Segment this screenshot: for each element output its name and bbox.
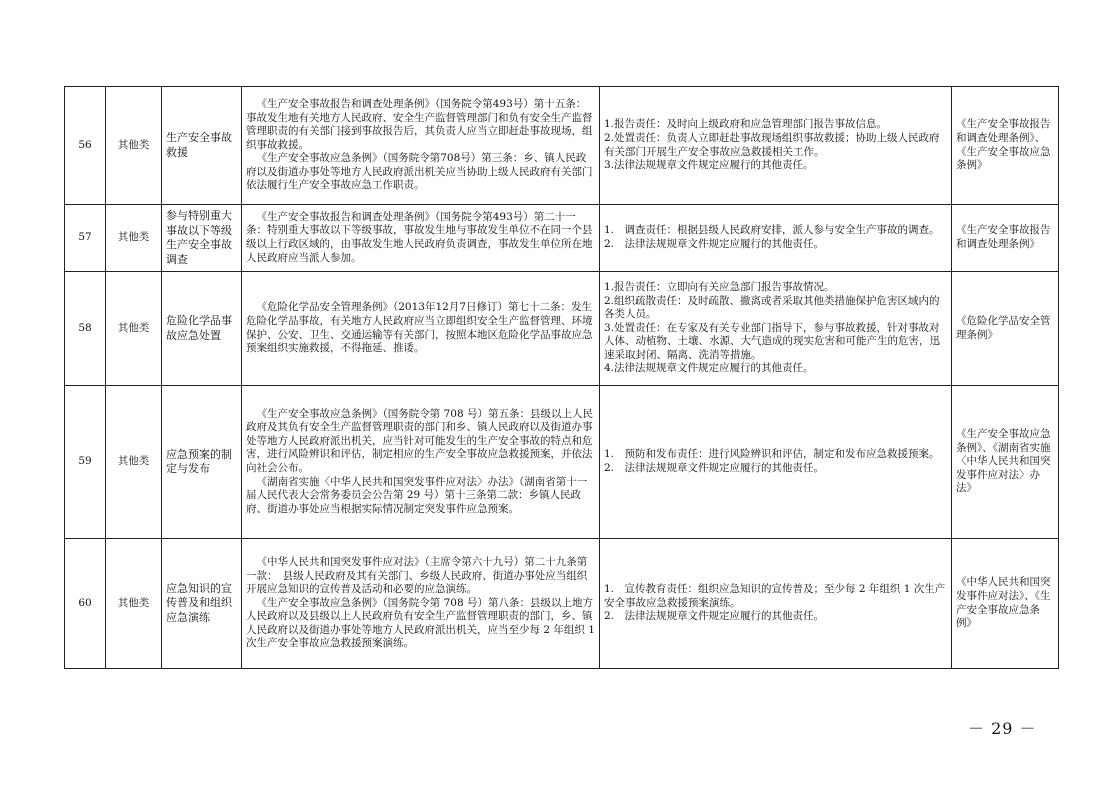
row-legal-basis: [242, 205, 600, 272]
row-number: 56: [65, 87, 106, 205]
duty-line: 2. 法律法规规章文件规定应履行的其他责任。: [604, 462, 825, 474]
basis-paragraph: 《生产安全事故应急条例》（国务院令第 708 号）第八条：县级以上地方人民政府以及县级以上人民政府负有安全生产监督管理职责的部门，乡、镇人民政府以及街道办事处等地方人民政府派出机关，应当至少每 2 年组织 1 次生产安全事故应急救援预案演练。: [246, 596, 595, 650]
row-category: 其他类: [106, 386, 162, 539]
row-number: 59: [65, 386, 106, 539]
row-number: 60: [65, 539, 106, 669]
duty-line: 2.组织疏散责任：及时疏散、撤离或者采取其他类措施保护危害区域内的各类人员。: [604, 294, 940, 321]
row-category: 其他类: [106, 87, 162, 205]
row-item-name: 危险化学品事故应急处置: [162, 272, 242, 386]
duty-line: 2. 法律法规规章文件规定应履行的其他责任。: [604, 238, 825, 250]
row-item-name: 参与特别重大事故以下等级生产安全事故调查: [162, 205, 242, 272]
basis-paragraph: 《湖南省实施〈中华人民共和国突发事件应对法〉办法》（湖南省第十一届人民代表大会常务委员会公告第 29 号）第十三条第二款：乡镇人民政府、街道办事处应当根据实际情况制定突发事件应急预案。: [246, 475, 588, 515]
duty-table: [64, 86, 1059, 669]
table-row: [65, 272, 1059, 386]
row-number: 58: [65, 272, 106, 386]
row-category: 其他类: [106, 272, 162, 386]
row-source: 《中华人民共和国突发事件应对法》、《生产安全事故应急条例》: [952, 539, 1059, 669]
row-source: 《生产安全事故应急条例》、《湖南省实施〈中华人民共和国突发事件应对法〉办法》: [952, 386, 1059, 539]
basis-paragraph: 《中华人民共和国突发事件应对法》（主席令第六十九号）第二十九条第一款： 县级人民政府及其有关部门、乡级人民政府、街道办事处应当组织开展应急知识的宣传普及活动和必要的应急演练。: [246, 555, 588, 596]
duty-line: 3.法律法规规章文件规定应履行的其他责任。: [604, 159, 814, 172]
row-duties: [600, 386, 952, 539]
page-number: － 29 －: [968, 719, 1037, 738]
row-legal-basis: [242, 386, 600, 539]
duty-line: 1. 调查责任：根据县级人民政府安排，派人参与安全生产事故的调查。: [604, 224, 940, 237]
row-legal-basis: [242, 539, 600, 669]
row-category: 其他类: [106, 539, 162, 669]
duty-line: 1.报告责任：及时向上级政府和应急管理部门报告事故信息。: [604, 118, 888, 131]
table-row: [65, 87, 1059, 205]
table-row: [65, 205, 1059, 272]
row-legal-basis: [242, 272, 600, 386]
row-item-name: 生产安全事故救援: [162, 87, 242, 205]
row-source: 《生产安全事故报告和调查处理条例》、《生产安全事故应急条例》: [952, 87, 1059, 205]
row-item-name: 应急预案的制定与发布: [162, 386, 242, 539]
row-legal-basis: [242, 87, 600, 205]
duty-line: 2.处置责任：负责人立即赶赴事故现场组织事故救援；协助上级人民政府有关部门开展生产安全事故应急救援相关工作。: [604, 131, 940, 158]
table-row: [65, 539, 1059, 669]
row-item-name: 应急知识的宣传普及和组织应急演练: [162, 539, 242, 669]
row-duties: [600, 272, 952, 386]
row-source: 《生产安全事故报告和调查处理条例》: [952, 205, 1059, 272]
duty-line: 1. 预防和发布责任：进行风险辨识和评估，制定和发布应急救援预案。: [604, 448, 940, 461]
duty-line: 4.法律法规规章文件规定应履行的其他责任。: [604, 362, 814, 375]
basis-paragraph: 《生产安全事故报告和调查处理条例》（国务院令第493号）第十五条：事故发生地有关地方人民政府、安全生产监督管理部门和负有安全生产监督管理职责的有关部门接到事故报告后，其负责人应当立即赶赴事故现场，组织事故救援。: [246, 97, 593, 151]
table-row: [65, 386, 1059, 539]
basis-paragraph: 《生产安全事故应急条例》（国务院令第708号）第三条：乡、镇人民政府以及街道办事处等地方人民政府派出机关应当协助上级人民政府有关部门依法履行生产安全事故应急工作职责。: [246, 152, 593, 192]
basis-paragraph: 《生产安全事故报告和调查处理条例》（国务院令第493号）第二十一条：特别重大事故以下等级事故，事故发生地与事故发生单位不在同一个县级以上行政区域的，由事故发生地人民政府负责调查，事故发生单位所在地人民政府应当派人参加。: [246, 210, 593, 264]
duty-line: 1. 宣传教育责任：组织应急知识的宣传普及；至少每 2 年组织 1 次生产安全事故应急救援预案演练。: [604, 583, 946, 609]
row-duties: [600, 87, 952, 205]
row-duties: [600, 539, 952, 669]
basis-paragraph: 《生产安全事故应急条例》（国务院令第 708 号）第五条：县级以上人民政府及其负有安全生产监督管理职责的部门和乡、镇人民政府以及街道办事处等地方人民政府派出机关，应当针对可能发生的生产安全事故的特点和危害，进行风险辨识和评估，制定相应的生产安全事故应急救援预案，并依法向社会公布。: [246, 407, 593, 474]
row-source: 《危险化学品安全管理条例》: [952, 272, 1059, 386]
duty-line: 2. 法律法规规章文件规定应履行的其他责任。: [604, 610, 825, 623]
row-number: 57: [65, 205, 106, 272]
duty-line: 1.报告责任：立即向有关应急部门报告事故情况。: [604, 280, 835, 293]
row-duties: [600, 205, 952, 272]
row-category: 其他类: [106, 205, 162, 272]
basis-paragraph: 《危险化学品安全管理条例》（2013年12月7日修订）第七十二条：发生危险化学品事故，有关地方人民政府应当立即组织安全生产监督管理、环境保护、公安、卫生、交通运输等有关部门，按照本地区危险化学品事故应急预案组织实施救援，不得拖延、推诿。: [246, 301, 593, 355]
duty-line: 3.处置责任：在专家及有关专业部门指导下，参与事故救援，针对事故对人体、动植物、土壤、水源、大气造成的现实危害和可能产生的危害，迅速采取封闭、隔离、洗消等措施。: [604, 321, 940, 361]
